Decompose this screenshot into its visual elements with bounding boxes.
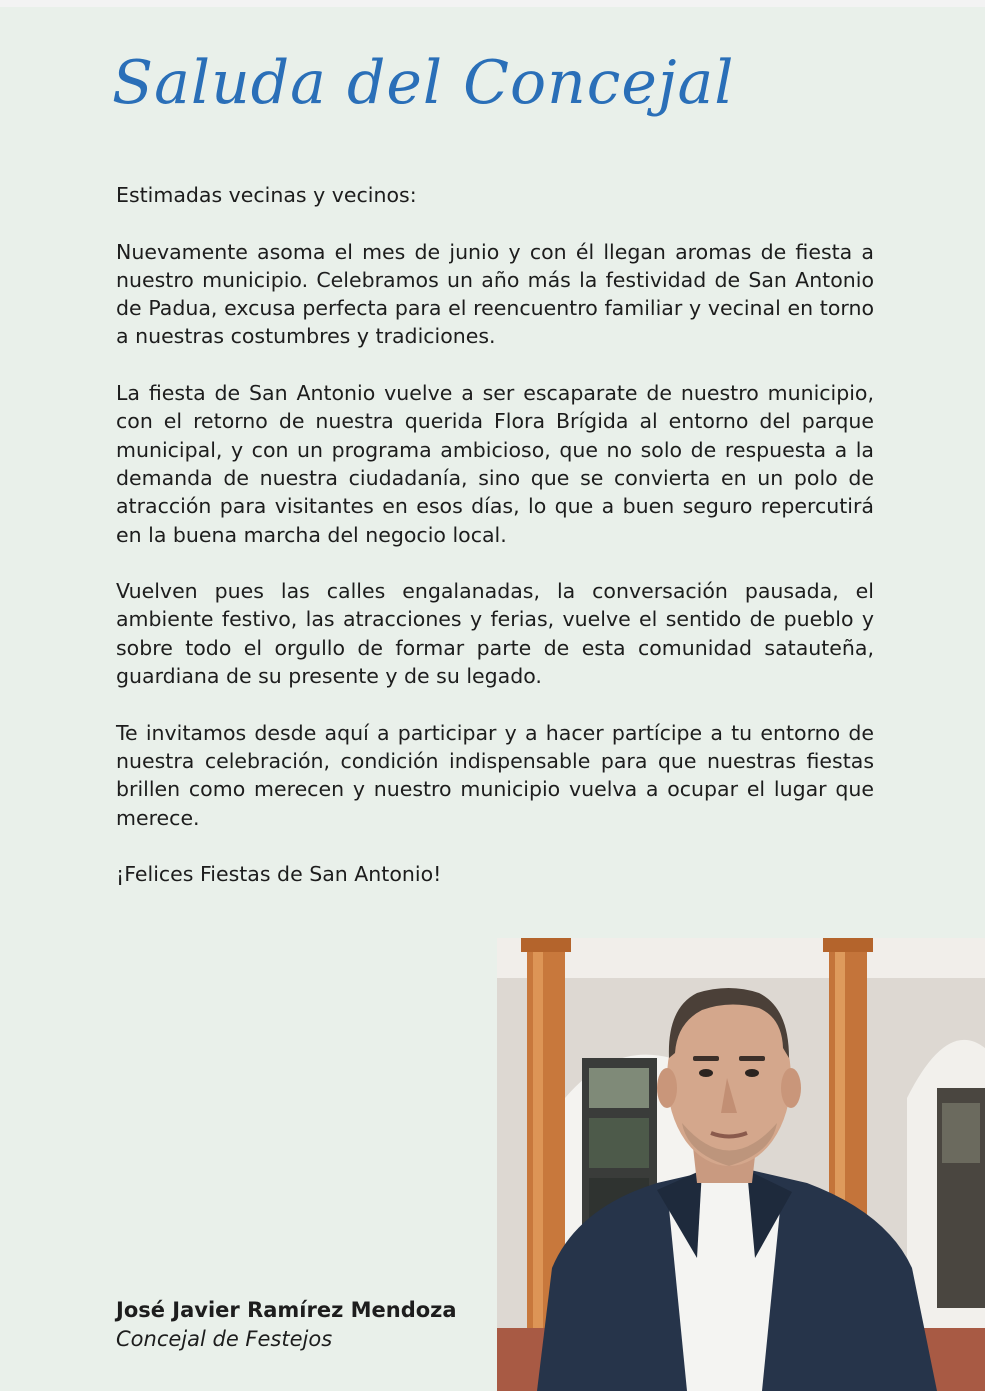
- letter-body: [116, 181, 874, 917]
- closing-line: ¡Felices Fiestas de San Antonio!: [116, 862, 442, 887]
- paragraph-1: Nuevamente asoma el mes de junio y con él llegan aromas de fiesta a nuestro municipio. Celebramos un año más la festividad de San Antonio de Padua, excusa perfecta para el reencuentro familiar y vecinal en torno a nuestras costumbres y tradiciones.: [116, 239, 874, 349]
- paragraph-2: La fiesta de San Antonio vuelve a ser escaparate de nuestro municipio, con el retorno de nuestra querida Flora Brígida al entorno del parque municipal, y con un programa ambicioso, que no solo de respuesta a la demanda de nuestra ciudadanía, sino que se convierta en un polo de atracción para visitantes en esos días, lo que a buen seguro repercutirá en la buena marcha del negocio local.: [116, 381, 874, 547]
- signer-role: Concejal de Festejos: [116, 1327, 333, 1351]
- paragraph-4: Te invitamos desde aquí a participar y a hacer partícipe a tu entorno de nuestra celebración, condición indispensable para que nuestras fiestas brillen como merecen y nuestro municipio vuelva a ocupar el lugar que merece.: [116, 720, 874, 830]
- paragraph-3: Vuelven pues las calles engalanadas, la conversación pausada, el ambiente festivo, las atracciones y ferias, vuelve el sentido de pueblo y sobre todo el orgullo de formar parte de esta comunidad satauteña, guardiana de su presente y de su legado.: [116, 579, 874, 689]
- signer-name: José Javier Ramírez Mendoza: [116, 1298, 457, 1322]
- top-strip: [0, 0, 985, 7]
- portrait-photo: [497, 938, 985, 1391]
- page-title: Saluda del Concejal: [112, 48, 735, 118]
- greeting: Estimadas vecinas y vecinos:: [116, 183, 417, 207]
